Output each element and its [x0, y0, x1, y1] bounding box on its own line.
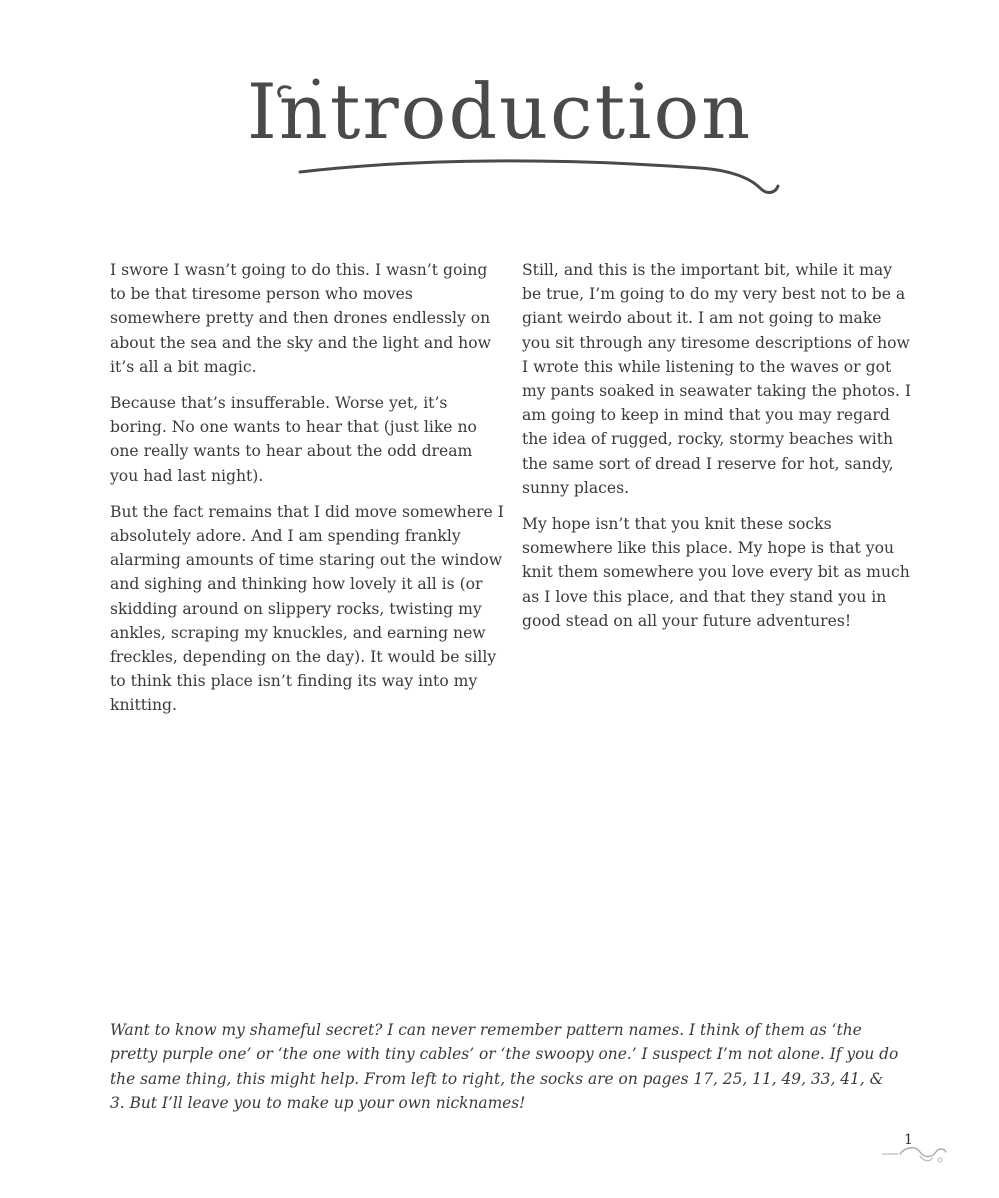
page-number: 1: [904, 1132, 913, 1148]
paragraph: My hope isn’t that you knit these socks somewhere like this place. My hope is that you knit them somewhere you love every bit as much as I love this place, and that they stand you in good stead on all your future adventures!: [522, 515, 910, 630]
left-column: [110, 258, 505, 730]
paragraph: I swore I wasn’t going to do this. I wasn’t going to be that tiresome person who moves somewhere pretty and then drones endlessly on about the sea and the sky and the light and how it’s all a bit magic.: [110, 261, 491, 376]
paragraph: Still, and this is the important bit, while it may be true, I’m going to do my very best not to be a giant weirdo about it. I am not going to make you sit through any tiresome descriptions of how I wrote this while listening to the waves or got my pants soaked in seawater taking the photos. I am going to keep in mind that you may regard the idea of rugged, rocky, stormy beaches with the same sort of dread I reserve for hot, sandy, sunny places.: [522, 261, 912, 497]
footnote: Want to know my shameful secret? I can never remember pattern names. I think of them as ‘the pretty purple one’ or ‘the one with tiny cables’ or ‘the swoopy one.’ I suspect I’m not alone. If you do the same thing, this might help. From left to right, the socks are on pages 17, 25, 11, 49, 33, 41, & 3. But I’ll leave you to make up your own nicknames!: [110, 1021, 899, 1113]
paragraph: Because that’s insufferable. Worse yet, it’s boring. No one wants to hear that (just like no one really wants to hear about the odd dream you had last night).: [110, 394, 477, 485]
page-folio: [880, 1132, 950, 1168]
swirl-ornament-icon: [880, 1132, 950, 1168]
paragraph: But the fact remains that I did move somewhere I absolutely adore. And I am spending frankly alarming amounts of time staring out the window and sighing and thinking how lovely it all is (or skidding around on slippery rocks, twisting my ankles, scraping my knuckles, and earning new freckles, depending on the day). It would be silly to think this place isn’t finding its way into my knitting.: [110, 502, 504, 715]
page-title: [0, 60, 999, 210]
title-text: Introduction: [246, 67, 753, 156]
right-column: [522, 258, 914, 645]
